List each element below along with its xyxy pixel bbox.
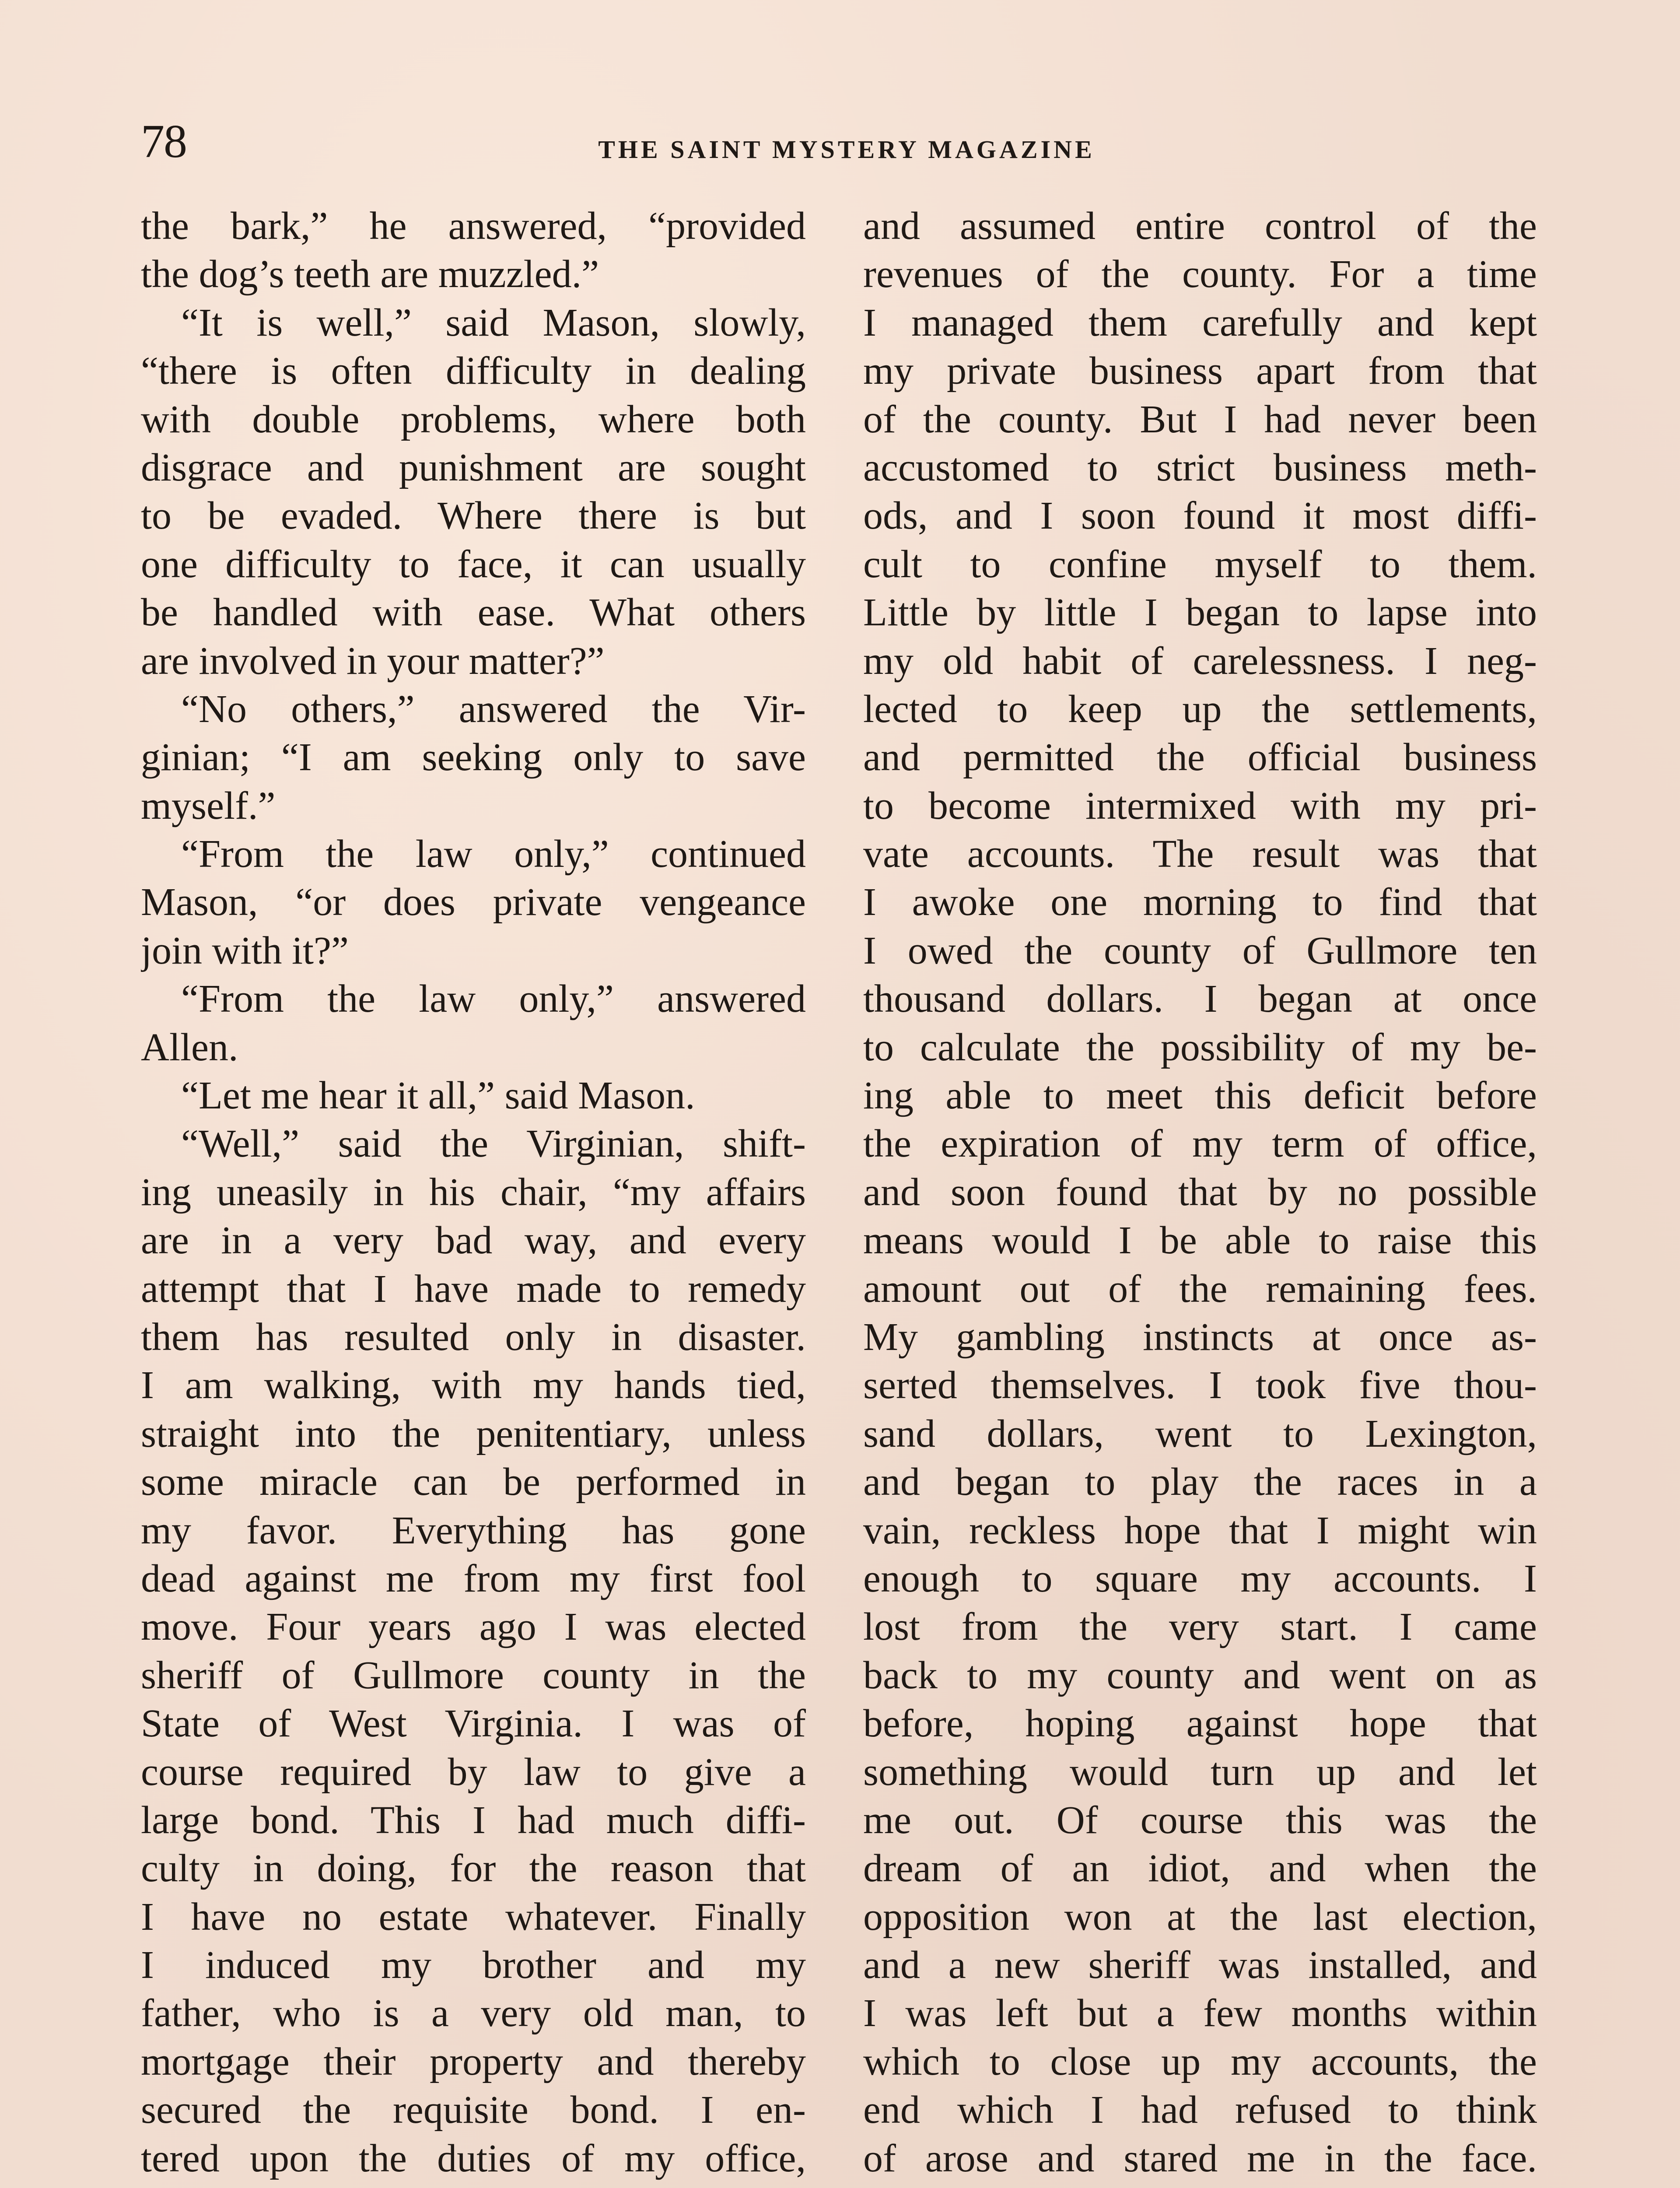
text-line: my favor. Everything has gone: [141, 1508, 806, 1552]
text-line: myself.”: [141, 784, 276, 828]
text-line: my private business apart from that: [863, 349, 1537, 393]
text-line: which to close up my accounts, the: [863, 2040, 1537, 2083]
text-line: some miracle can be performed in: [141, 1460, 806, 1504]
text-line: my old habit of carelessness. I neg-: [863, 639, 1537, 683]
text-line: means would I be able to raise this: [863, 1219, 1537, 1262]
text-line: large bond. This I had much diffi-: [141, 1798, 806, 1842]
text-line: ing uneasily in his chair, “my affairs: [141, 1170, 806, 1214]
text-line: I was left but a few months within: [863, 1992, 1537, 2035]
right-text-column: [863, 202, 1537, 2183]
text-line: and assumed entire control of the: [863, 204, 1537, 248]
text-line: opposition won at the last election,: [863, 1895, 1537, 1939]
text-line: ing able to meet this deficit before: [863, 1074, 1537, 1118]
text-line: amount out of the remaining fees.: [863, 1267, 1537, 1311]
text-line: join with it?”: [141, 929, 349, 972]
text-line: “It is well,” said Mason, slowly,: [181, 301, 806, 344]
text-line: culty in doing, for the reason that: [141, 1847, 806, 1890]
text-line: dream of an idiot, and when the: [863, 1847, 1537, 1890]
text-line: them has resulted only in disaster.: [141, 1315, 806, 1359]
text-line: secured the requisite bond. I en-: [141, 2088, 806, 2132]
text-line: the dog’s teeth are muzzled.”: [141, 252, 599, 296]
text-line: I am walking, with my hands tied,: [141, 1364, 806, 1407]
text-line: to calculate the possibility of my be-: [863, 1025, 1537, 1069]
text-line: before, hoping against hope that: [863, 1702, 1537, 1746]
text-line: “No others,” answered the Vir-: [181, 687, 806, 731]
text-line: mortgage their property and thereby: [141, 2040, 806, 2083]
text-line: ods, and I soon found it most diffi-: [863, 494, 1537, 538]
text-line: with double problems, where both: [141, 397, 806, 441]
text-line: “From the law only,” answered: [181, 977, 806, 1021]
text-line: of arose and stared me in the face.: [863, 2136, 1537, 2180]
text-line: State of West Virginia. I was of: [141, 1702, 806, 1746]
text-line: Mason, “or does private vengeance: [141, 880, 806, 924]
text-line: lected to keep up the settlements,: [863, 687, 1537, 731]
text-line: the bark,” he answered, “provided: [141, 204, 806, 248]
text-line: disgrace and punishment are sought: [141, 445, 806, 489]
text-line: “Well,” said the Virginian, shift-: [181, 1122, 806, 1166]
text-line: are involved in your matter?”: [141, 639, 605, 683]
text-line: tered upon the duties of my office,: [141, 2136, 806, 2180]
page-number: 78: [141, 116, 186, 168]
text-line: dead against me from my first fool: [141, 1557, 806, 1600]
text-line: accustomed to strict business meth-: [863, 445, 1537, 489]
text-line: “there is often difficulty in dealing: [141, 349, 806, 393]
text-line: enough to square my accounts. I: [863, 1557, 1537, 1600]
text-line: vate accounts. The result was that: [863, 832, 1537, 876]
text-line: and began to play the races in a: [863, 1460, 1537, 1504]
text-line: Allen.: [141, 1025, 238, 1069]
text-line: I managed them carefully and kept: [863, 301, 1537, 344]
text-line: the expiration of my term of office,: [863, 1122, 1537, 1166]
text-line: end which I had refused to think: [863, 2088, 1537, 2132]
text-line: cult to confine myself to them.: [863, 542, 1537, 586]
left-text-column: [141, 202, 806, 2183]
text-line: “From the law only,” continued: [181, 832, 806, 876]
text-line: My gambling instincts at once as-: [863, 1315, 1537, 1359]
text-line: move. Four years ago I was elected: [141, 1605, 806, 1649]
text-line: father, who is a very old man, to: [141, 1992, 806, 2035]
text-line: to become intermixed with my pri-: [863, 784, 1537, 828]
text-line: straight into the penitentiary, unless: [141, 1412, 806, 1455]
text-line: back to my county and went on as: [863, 1653, 1537, 1697]
text-line: sand dollars, went to Lexington,: [863, 1412, 1537, 1455]
text-line: I have no estate whatever. Finally: [141, 1895, 806, 1939]
text-line: something would turn up and let: [863, 1750, 1537, 1794]
text-line: Little by little I began to lapse into: [863, 591, 1537, 635]
text-line: sheriff of Gullmore county in the: [141, 1653, 806, 1697]
text-line: “Let me hear it all,” said Mason.: [181, 1074, 695, 1118]
text-line: I awoke one morning to find that: [863, 880, 1537, 924]
text-line: me out. Of course this was the: [863, 1798, 1537, 1842]
text-line: course required by law to give a: [141, 1750, 806, 1794]
text-line: I owed the county of Gullmore ten: [863, 929, 1537, 972]
text-line: attempt that I have made to remedy: [141, 1267, 806, 1311]
text-line: are in a very bad way, and every: [141, 1219, 806, 1262]
text-line: one difficulty to face, it can usually: [141, 542, 806, 586]
text-line: vain, reckless hope that I might win: [863, 1508, 1537, 1552]
text-line: lost from the very start. I came: [863, 1605, 1537, 1649]
text-line: and permitted the official business: [863, 736, 1537, 779]
text-line: ginian; “I am seeking only to save: [141, 736, 806, 779]
text-line: I induced my brother and my: [141, 1943, 806, 1987]
text-line: of the county. But I had never been: [863, 397, 1537, 441]
text-line: revenues of the county. For a time: [863, 252, 1537, 296]
text-line: and a new sheriff was installed, and: [863, 1943, 1537, 1987]
running-head: THE SAINT MYSTERY MAGAZINE: [598, 135, 1095, 164]
text-line: be handled with ease. What others: [141, 591, 806, 635]
text-line: and soon found that by no possible: [863, 1170, 1537, 1214]
text-line: thousand dollars. I began at once: [863, 977, 1537, 1021]
text-line: to be evaded. Where there is but: [141, 494, 806, 538]
text-line: serted themselves. I took five thou-: [863, 1364, 1537, 1407]
